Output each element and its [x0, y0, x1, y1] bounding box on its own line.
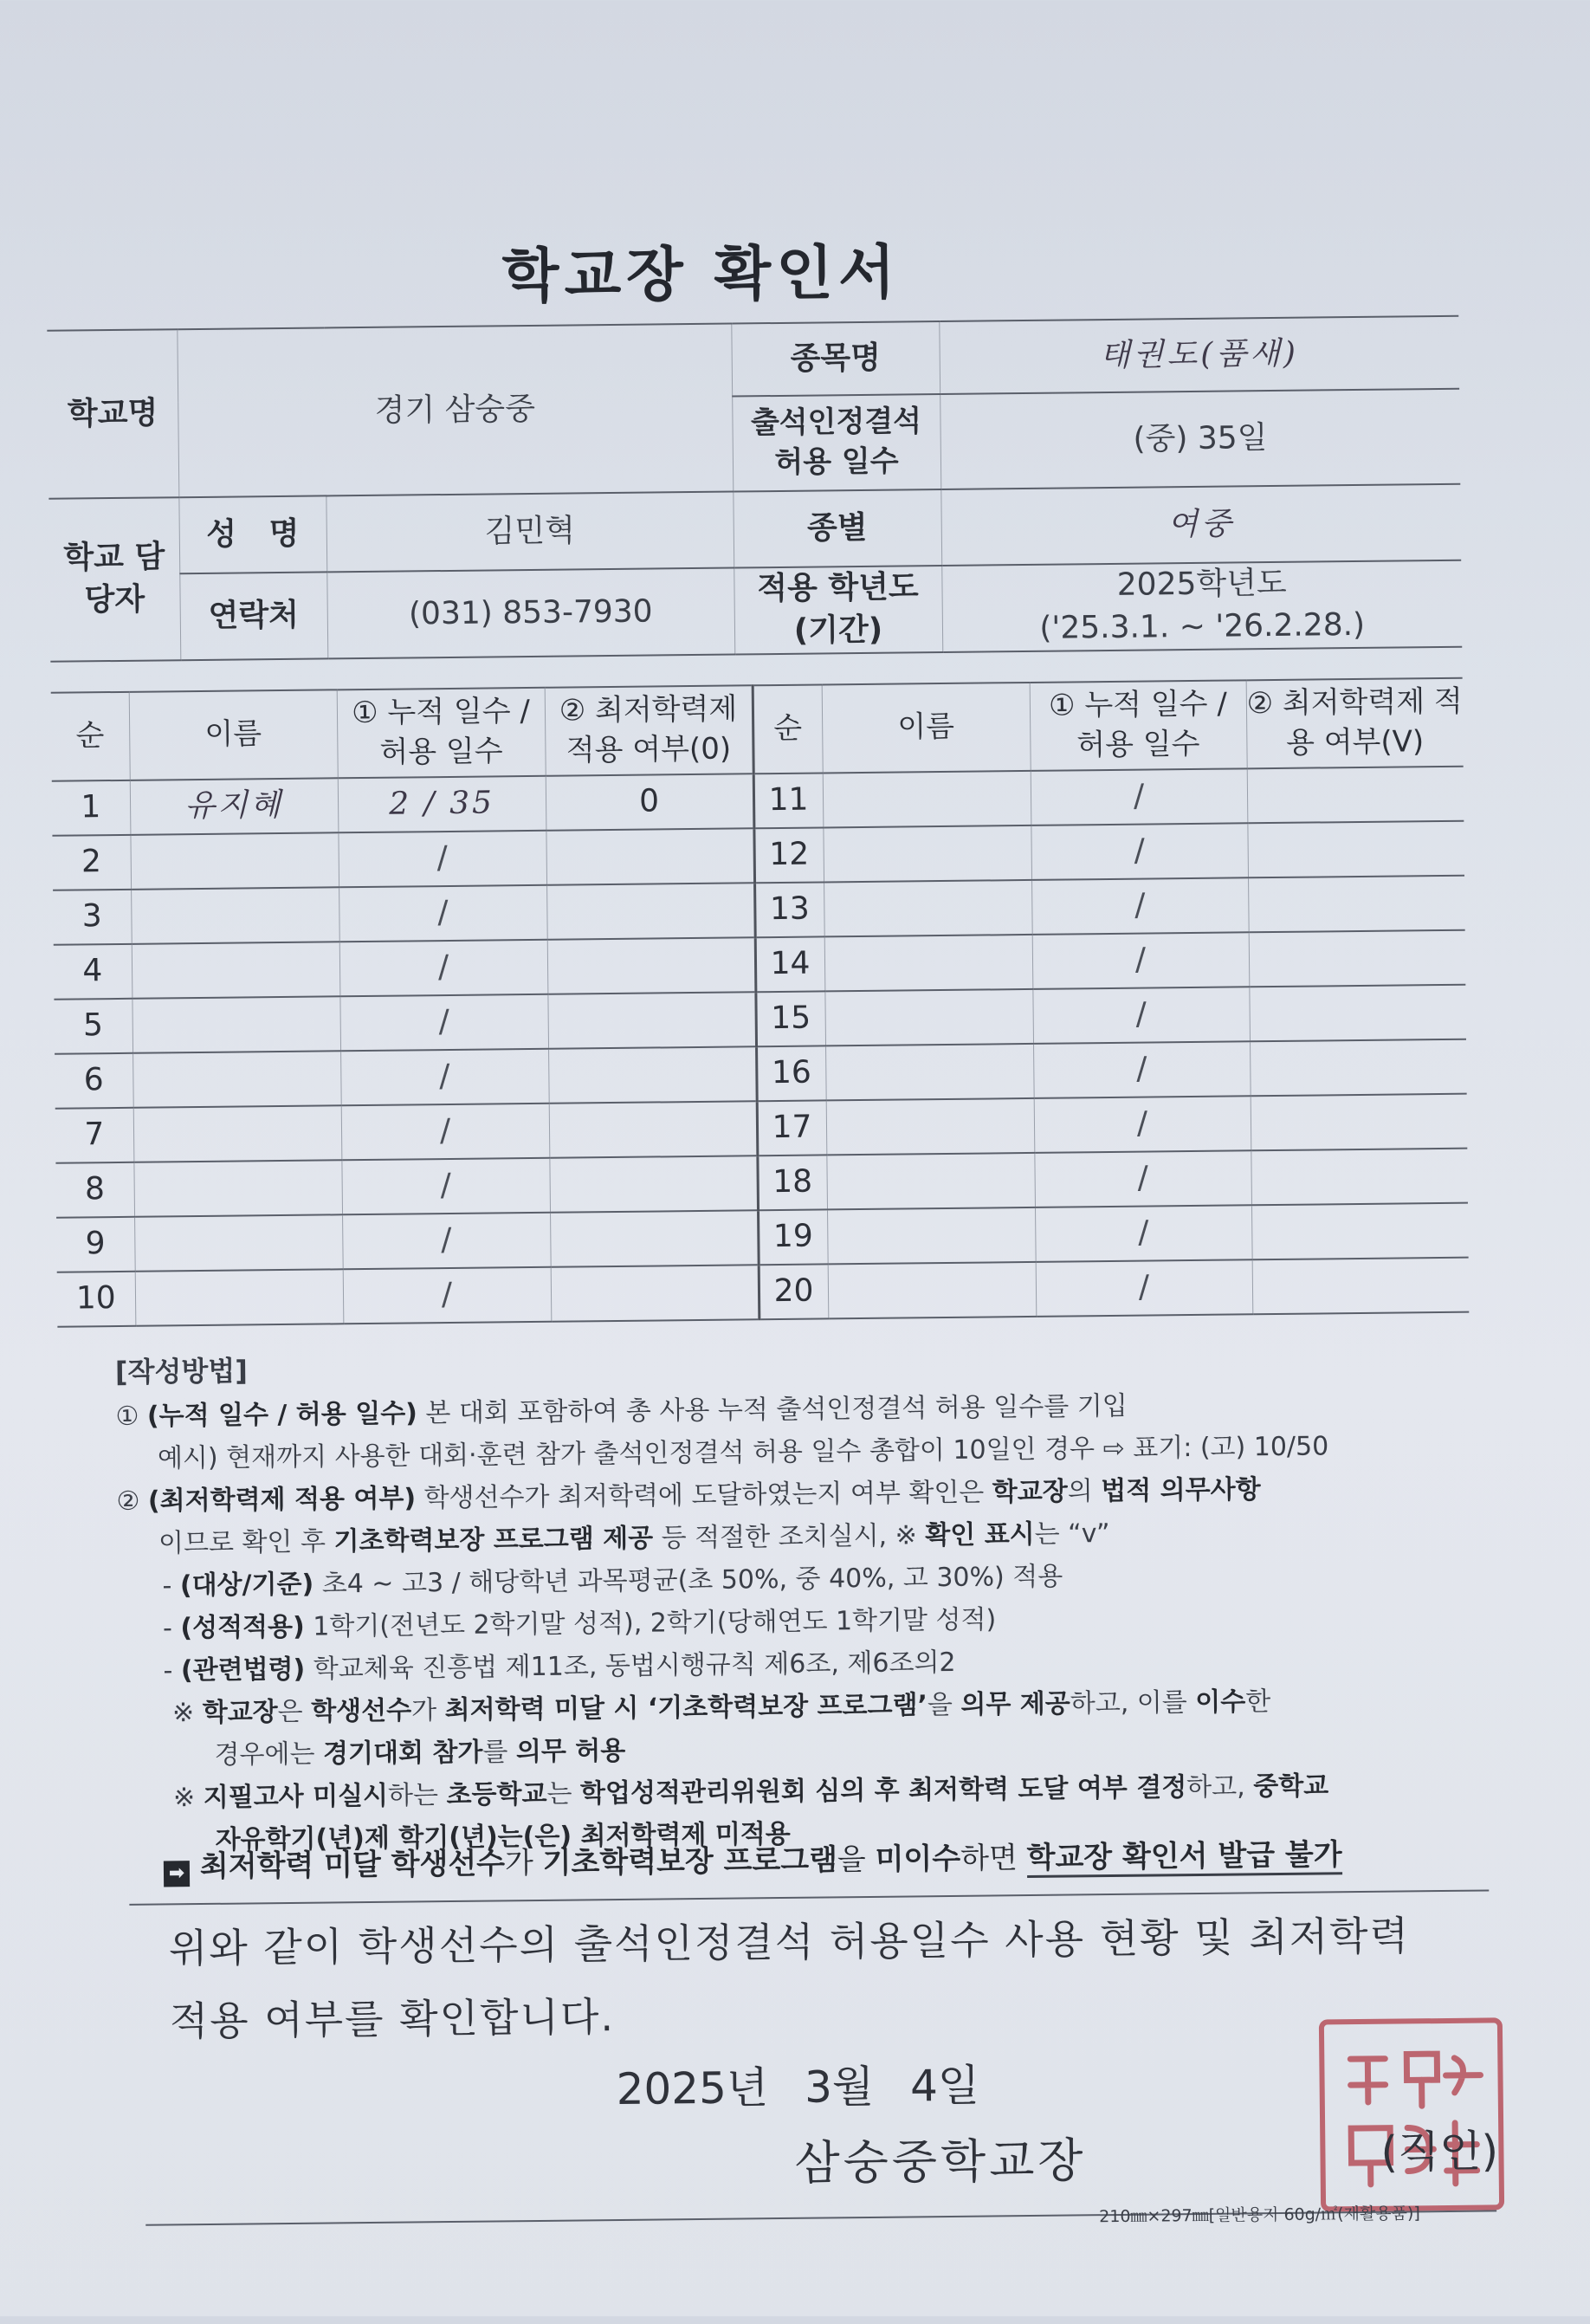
days-used: /	[1032, 987, 1250, 1044]
guide-line-5: - (대상/기준) 초4 ~ 고3 / 해당학년 과목평균(초 50%, 중 40%, 고 30%) 적용	[162, 1561, 1063, 1602]
days-used: /	[1031, 768, 1248, 825]
days-used: /	[339, 885, 547, 942]
days-used: /	[1031, 823, 1248, 880]
min-academic	[1249, 930, 1466, 987]
school-info-table	[47, 315, 1462, 663]
min-academic	[1251, 1203, 1469, 1260]
manager-phone-value: (031) 853-7930	[326, 568, 734, 659]
guide-line-1: ① (누적 일수 / 허용 일수) 본 대회 포함하여 총 사용 누적 출석인정결석 허용 일수를 기입	[115, 1390, 1128, 1433]
seal-label: (직인)	[1380, 2126, 1499, 2178]
days-used: /	[338, 831, 546, 888]
student-name	[828, 1262, 1037, 1319]
row-no: 6	[55, 1053, 133, 1109]
student-name	[134, 1214, 343, 1272]
min-academic	[1251, 1094, 1468, 1151]
min-academic	[547, 937, 756, 994]
manager-name-value: 김민혁	[326, 492, 734, 573]
row-no: 12	[753, 827, 824, 883]
min-academic	[549, 1156, 758, 1213]
guide-heading: [작성방법]	[114, 1354, 249, 1389]
days-used: /	[1036, 1259, 1253, 1317]
guide-line-7: - (관련법령) 학교체육 진흥법 제11조, 동법시행규칙 제6조, 제6조의2	[163, 1647, 956, 1686]
guide-line-4: 이므로 확인 후 기초학력보장 프로그램 제공 등 적절한 조치실시, ※ 확인 표시는 “v”	[158, 1518, 1110, 1559]
row-no: 9	[56, 1217, 135, 1272]
row-no: 1	[52, 780, 131, 836]
days-used: /	[1032, 932, 1250, 989]
student-name	[825, 1044, 1034, 1101]
min-academic	[1250, 1039, 1467, 1097]
min-academic	[549, 1101, 758, 1158]
min-academic	[1247, 767, 1464, 824]
days-used: /	[1031, 877, 1249, 935]
min-academic	[1251, 1149, 1468, 1206]
issuance-unavailable-text: 학교장 확인서 발급 불가	[1026, 1837, 1341, 1878]
row-no: 14	[755, 936, 825, 992]
row-no: 4	[54, 944, 132, 1000]
student-name	[824, 935, 1033, 992]
row-no: 20	[759, 1264, 829, 1319]
student-name	[132, 1051, 341, 1108]
days-used: /	[341, 1104, 550, 1161]
guide-line-2: 예시) 현재까지 사용한 대회·훈련 참가 출석인정결석 허용 일수 총합이 10일인 경우 ⇨ 표기: (고) 10/50	[157, 1431, 1329, 1474]
days-used: /	[1035, 1205, 1252, 1262]
guide-line-3: ② (최저학력제 적용 여부) 학생선수가 최저학력에 도달하였는지 여부 확인은 학교장의 법적 의무사항	[116, 1474, 1261, 1518]
days-used: /	[1034, 1150, 1251, 1207]
student-name	[132, 996, 340, 1053]
row-no: 10	[57, 1272, 136, 1327]
manager-phone-label: 연락처	[179, 572, 327, 660]
event-label: 종목명	[731, 321, 940, 397]
principal-title: 삼숭중학교장	[794, 2133, 1087, 2191]
row-no: 3	[53, 890, 132, 945]
min-academic	[546, 828, 754, 885]
min-academic	[547, 992, 756, 1049]
confirmation-line-1: 위와 같이 학생선수의 출석인정결석 허용일수 사용 현황 및 최저학력	[168, 1912, 1411, 1972]
student-name	[827, 1207, 1036, 1265]
row-no: 2	[52, 835, 131, 890]
header-days-left: ① 누적 일수 / 허용 일수	[337, 688, 546, 779]
days-used: 2 / 35	[338, 776, 546, 833]
min-academic	[1249, 985, 1466, 1042]
category-label: 종별	[733, 489, 941, 568]
days-used: /	[341, 1158, 550, 1215]
school-year-value: 2025학년도	[1116, 566, 1287, 604]
student-name	[823, 825, 1031, 883]
header-min-left: ② 최저학력제 적용 여부(0)	[545, 685, 753, 776]
school-name-value: 경기 삼숭중	[177, 324, 733, 498]
guide-line-6: - (성적적용) 1학기(전년도 2학기말 성적), 2학기(당해연도 1학기말 성적)	[162, 1604, 997, 1644]
header-name-right: 이름	[822, 683, 1031, 774]
student-name	[135, 1269, 344, 1326]
days-used: /	[342, 1213, 551, 1270]
row-no: 8	[55, 1162, 134, 1218]
guide-line-10: ※ 지필고사 미실시하는 초등학교는 학업성적관리위원회 심의 후 최저학력 도달 여부 결정하고, 중학교	[172, 1771, 1329, 1814]
min-academic	[1248, 876, 1465, 933]
document-title: 학교장 확인서	[501, 238, 902, 312]
student-name	[824, 880, 1032, 937]
min-academic	[548, 1046, 757, 1104]
notice-line: ➡ 최저학력 미달 학생선수가 기초학력보장 프로그램을 미이수하면 학교장 확인서 발급 불가	[164, 1829, 1463, 1887]
header-days-right: ① 누적 일수 / 허용 일수	[1030, 680, 1247, 771]
paper-spec-footnote: 210㎜×297㎜[일반용지 60g/㎡(재활용품)]	[1099, 2204, 1420, 2227]
manager-name-label: 성 명	[178, 495, 326, 573]
student-name	[824, 989, 1033, 1046]
student-table	[51, 677, 1470, 1328]
student-name	[133, 1105, 342, 1162]
official-seal-stamp	[1319, 2017, 1504, 2211]
header-name-left: 이름	[129, 689, 338, 780]
absence-days-value: (중) 35일	[940, 389, 1460, 489]
confirmation-statement	[168, 1899, 1486, 2058]
guide-line-11: 자유학기(년)제 학기(년)는(은) 최저학력제 미적용	[215, 1818, 791, 1855]
writing-guide	[115, 1337, 1489, 1863]
header-min-right: ② 최저학력제 적용 여부(V)	[1246, 678, 1464, 769]
student-name	[131, 887, 339, 944]
student-name	[823, 771, 1031, 828]
min-academic	[1247, 821, 1464, 878]
row-no: 19	[758, 1209, 828, 1265]
min-academic	[1252, 1258, 1470, 1315]
days-used: /	[340, 1049, 549, 1106]
issue-date: 2025년 3월 4일	[616, 2060, 980, 2115]
row-no: 15	[755, 991, 825, 1046]
row-no: 11	[753, 773, 824, 828]
min-academic	[550, 1210, 759, 1267]
days-used: /	[343, 1267, 552, 1324]
row-no: 16	[756, 1045, 826, 1101]
row-no: 13	[754, 882, 824, 937]
student-name	[826, 1098, 1035, 1156]
row-no: 18	[757, 1155, 827, 1210]
confirmation-line-2: 적용 여부를 확인합니다.	[169, 1993, 616, 2045]
student-name	[132, 942, 340, 999]
arrow-box-icon: ➡	[164, 1861, 190, 1887]
header-no-right: 순	[753, 684, 823, 774]
guide-line-8: ※ 학교장은 학생선수가 최저학력 미달 시 ‘기초학력보장 프로그램’을 의무 제공하고, 이를 이수한	[171, 1686, 1271, 1729]
student-name	[133, 1160, 342, 1217]
student-name	[130, 832, 339, 890]
days-used: /	[339, 994, 548, 1052]
category-value: 여중	[940, 484, 1461, 566]
school-name-label: 학교명	[47, 329, 178, 499]
student-name: 유지혜	[130, 778, 339, 835]
row-no: 17	[757, 1100, 827, 1156]
min-academic	[546, 883, 755, 940]
header-no-left: 순	[51, 692, 130, 781]
school-year-cell	[941, 560, 1462, 652]
min-academic: 0	[546, 774, 754, 831]
days-used: /	[1033, 1041, 1251, 1098]
row-no: 5	[54, 999, 132, 1054]
school-year-period: ('25.3.1. ~ '26.2.28.)	[1039, 606, 1366, 646]
row-no: 7	[55, 1108, 134, 1163]
min-academic	[551, 1265, 759, 1322]
guide-line-9: 경우에는 경기대회 참가를 의무 허용	[214, 1735, 626, 1771]
contact-person-label: 학교 담당자	[48, 497, 180, 662]
absence-days-label: 출석인정결석 허용 일수	[732, 394, 940, 492]
event-value: 태권도(품새)	[939, 316, 1459, 394]
days-used: /	[1034, 1096, 1251, 1153]
student-name	[826, 1153, 1035, 1210]
days-used: /	[339, 940, 548, 997]
school-year-label: 적용 학년도 (기간)	[734, 566, 942, 655]
